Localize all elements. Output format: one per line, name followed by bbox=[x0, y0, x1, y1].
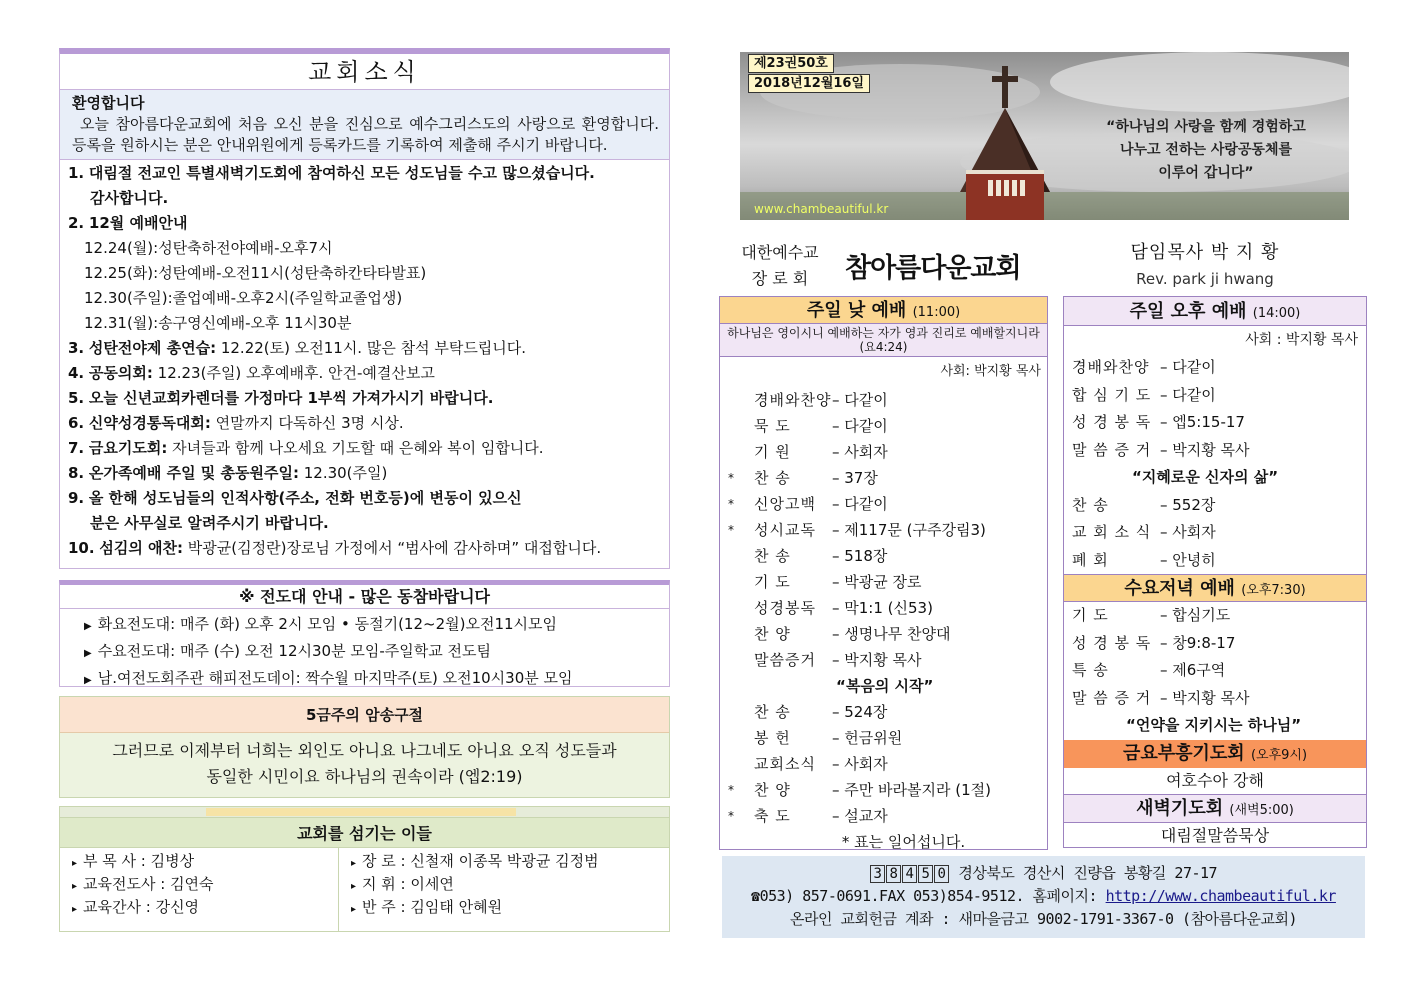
news-item-number: 9. bbox=[68, 489, 85, 507]
server-entry: ▸ 부 목 사 : 김병상 bbox=[72, 852, 195, 870]
order-value: – 518장 bbox=[832, 547, 888, 565]
order-row bbox=[1072, 685, 1366, 713]
order-row bbox=[728, 777, 1047, 803]
standing-mark: * bbox=[728, 497, 734, 511]
sunday-service-title: 주일 낮 예배 (11:00) bbox=[720, 297, 1047, 324]
afternoon-order-list bbox=[1064, 354, 1366, 464]
news-item bbox=[68, 261, 661, 286]
sunday-order-list bbox=[720, 387, 1047, 673]
memory-verse-line: 그러므로 이제부터 너희는 외인도 아니요 나그네도 아니요 오직 성도들과 bbox=[112, 741, 617, 760]
server-entry: ▸ 장 로 : 신철재 이종목 박광균 김정범 bbox=[351, 852, 599, 870]
order-value: – 엡5:15-17 bbox=[1160, 413, 1245, 431]
news-item-number: 3. bbox=[68, 339, 85, 357]
news-item-text: 12.22(토) 오전11시. 많은 참석 부탁드립니다. bbox=[216, 339, 527, 357]
triangle-bullet-icon: ▸ bbox=[72, 858, 78, 869]
welcome-text: 오늘 참아름다운교회에 처음 오신 분을 진심으로 예수그리스도의 사랑으로 환영합니다. 등록을 원하시는 분은 안내위원에게 등록카드를 기록하여 제출해 주시기 바랍니다. bbox=[72, 115, 659, 154]
news-item bbox=[68, 311, 661, 336]
news-item-heading: 분은 사무실로 알려주시기 바랍니다. bbox=[90, 514, 329, 532]
banner-image bbox=[740, 52, 1349, 220]
order-label: 말 씀 증 거 bbox=[1072, 688, 1152, 707]
afternoon-service-title: 주일 오후 예배 (14:00) bbox=[1064, 297, 1366, 326]
issue-number: 제23권50호 bbox=[748, 54, 834, 73]
standing-mark bbox=[728, 751, 754, 777]
standing-mark bbox=[728, 699, 754, 725]
order-value: – 설교자 bbox=[832, 807, 888, 825]
standing-mark: * bbox=[728, 783, 734, 797]
order-label: 기 도 bbox=[1072, 606, 1109, 624]
news-item-heading: 감사합니다. bbox=[90, 189, 169, 207]
order-row bbox=[1072, 519, 1366, 547]
zip-digit: 0 bbox=[934, 865, 949, 883]
order-value: – 박광균 장로 bbox=[832, 573, 922, 591]
zip-digit: 3 bbox=[870, 865, 885, 883]
banner-website: www.chambeautiful.kr bbox=[754, 202, 889, 216]
order-row bbox=[728, 387, 1047, 413]
offering-account: 온라인 교회헌금 계좌 : 새마을금고 9002-1791-3367-0 (참아름다운교회) bbox=[789, 910, 1298, 928]
news-item-text: 12.31(월):송구영신예배-오후 11시30분 bbox=[84, 314, 352, 332]
order-row bbox=[1072, 409, 1366, 437]
order-label: 성 경 봉 독 bbox=[1072, 633, 1152, 652]
order-value: – 552장 bbox=[1160, 495, 1216, 514]
news-item bbox=[68, 186, 661, 211]
order-row bbox=[728, 413, 1047, 439]
decorative-bar bbox=[60, 807, 669, 817]
welcome-box bbox=[60, 90, 669, 160]
order-label: 교회소식 bbox=[754, 755, 816, 773]
standing-mark bbox=[728, 543, 754, 569]
order-label: 말 씀 증 거 bbox=[1072, 440, 1152, 459]
order-row bbox=[1072, 492, 1366, 520]
triangle-bullet-icon: ▸ bbox=[351, 881, 357, 892]
standing-mark bbox=[728, 413, 754, 439]
order-label: 기 도 bbox=[754, 573, 791, 591]
news-item-heading: 대림절 전교인 특별새벽기도회에 참여하신 모든 성도님들 수고 많으셨습니다. bbox=[88, 164, 595, 182]
news-item bbox=[68, 536, 661, 561]
order-row bbox=[728, 491, 1047, 517]
order-label: 경배와찬양 bbox=[1072, 358, 1150, 376]
evangelism-item: ▶ 수요전도대: 매주 (수) 오전 12시30분 모임-주일학교 전도팀 bbox=[84, 642, 491, 660]
order-value: – 다같이 bbox=[832, 495, 888, 513]
news-item-number: 1. bbox=[68, 164, 85, 182]
order-value: – 주만 바라볼지라 (1절) bbox=[832, 781, 991, 799]
standing-mark bbox=[728, 387, 754, 413]
order-label: 찬 양 bbox=[754, 625, 791, 643]
order-row bbox=[728, 647, 1047, 673]
server-entry: ▸ 지 휘 : 이세연 bbox=[351, 875, 454, 893]
news-item-number: 8. bbox=[68, 464, 85, 482]
order-value: – 다같이 bbox=[832, 391, 888, 409]
standing-mark: * bbox=[728, 523, 734, 537]
order-value: – 합심기도 bbox=[1160, 606, 1231, 624]
order-value: – 다같이 bbox=[1160, 385, 1216, 404]
news-item-text: 12.30(주일) bbox=[298, 464, 388, 482]
order-row bbox=[728, 699, 1047, 725]
order-label: 합 심 기 도 bbox=[1072, 385, 1152, 404]
order-value: – 사회자 bbox=[832, 755, 888, 773]
evangelism-item: ▶ 남.여전도회주관 해피전도데이: 짝수월 마지막주(토) 오전10시30분 모임 bbox=[84, 669, 573, 687]
news-item-text: 12.30(주일):졸업예배-오후2시(주일학교졸업생) bbox=[84, 289, 403, 307]
memory-verse-line: 동일한 시민이요 하나님의 권속이라 (엡2:19) bbox=[206, 767, 523, 786]
order-value: – 안녕히 bbox=[1160, 550, 1216, 569]
memory-verse-title: 5금주의 암송구절 bbox=[60, 697, 669, 733]
zip-digit: 8 bbox=[886, 865, 901, 883]
sunday-order-list bbox=[720, 699, 1047, 829]
order-value: – 다같이 bbox=[832, 417, 888, 435]
standing-mark bbox=[728, 621, 754, 647]
server-entry: ▸ 반 주 : 김임태 안혜원 bbox=[351, 898, 503, 916]
church-news-section bbox=[59, 48, 670, 569]
standing-mark bbox=[728, 595, 754, 621]
news-item-text: 12.24(월):성탄축하전야예배-오후7시 bbox=[84, 239, 333, 257]
order-row bbox=[1072, 630, 1366, 658]
order-value: – 창9:8-17 bbox=[1160, 633, 1236, 652]
order-label: 기 원 bbox=[754, 443, 791, 461]
zip-digit: 5 bbox=[918, 865, 933, 883]
order-row bbox=[1072, 547, 1366, 575]
friday-prayer-topic: 여호수아 강해 bbox=[1064, 768, 1366, 795]
news-list bbox=[60, 160, 669, 561]
order-label: 봉 헌 bbox=[754, 729, 791, 747]
news-item bbox=[68, 436, 661, 461]
standing-mark: * bbox=[728, 809, 734, 823]
news-item-heading: 12월 예배안내 bbox=[88, 214, 188, 232]
news-item-heading: 올 한해 성도님들의 인적사항(주소, 전화 번호등)에 변동이 있으신 bbox=[88, 489, 522, 507]
afternoon-service-panel bbox=[1063, 296, 1367, 848]
order-row bbox=[728, 725, 1047, 751]
news-item bbox=[68, 336, 661, 361]
evangelism-item: ▶ 화요전도대: 매주 (화) 오후 2시 모임 • 동절기(12~2월)오전11시모임 bbox=[84, 615, 558, 633]
news-item bbox=[68, 286, 661, 311]
triangle-bullet-icon: ▶ bbox=[84, 621, 92, 632]
motto-quote: “하나님의 사랑을 함께 경험하고 나누고 전하는 사랑공동체를 이루어 갑니다” bbox=[1106, 119, 1306, 181]
sunday-verse: 하나님은 영이시니 예배하는 자가 영과 진리로 예배할지니라(요4:24) bbox=[720, 324, 1047, 357]
order-value: – 37장 bbox=[832, 469, 878, 487]
order-row bbox=[728, 569, 1047, 595]
news-item-heading: 섬김의 애찬: bbox=[99, 539, 184, 557]
server-entry: ▸ 교육간사 : 강신영 bbox=[72, 898, 200, 916]
news-item-number: 6. bbox=[68, 414, 85, 432]
church-servers-title: 교회를 섬기는 이들 bbox=[60, 817, 669, 848]
news-item-heading: 성탄전야제 총연습: bbox=[88, 339, 217, 357]
evangelism-title: ※ 전도대 안내 - 많은 동참바랍니다 bbox=[60, 585, 669, 609]
friday-prayer-title: 금요부흥기도회 (오후9시) bbox=[1064, 740, 1366, 768]
order-label: 특 송 bbox=[1072, 661, 1109, 679]
news-item bbox=[68, 236, 661, 261]
denomination: 대한예수교 장 로 회 bbox=[741, 243, 819, 288]
news-item-heading: 금요기도회: bbox=[88, 439, 168, 457]
afternoon-sermon-title: “지혜로운 신자의 삶” bbox=[1132, 468, 1279, 486]
church-servers-section bbox=[59, 806, 670, 932]
order-label: 찬 송 bbox=[754, 547, 791, 565]
news-item-number: 4. bbox=[68, 364, 85, 382]
order-row bbox=[728, 543, 1047, 569]
wednesday-order-list bbox=[1064, 602, 1366, 712]
memory-verse-text bbox=[60, 733, 669, 797]
welcome-heading: 환영합니다 bbox=[72, 94, 145, 112]
news-item-text: 연말까지 다독하신 3명 시상. bbox=[210, 414, 404, 432]
standing-note: * 표는 일어섭니다. bbox=[841, 833, 966, 851]
standing-mark bbox=[728, 725, 754, 751]
triangle-bullet-icon: ▸ bbox=[351, 858, 357, 869]
address-line: 3 8 4 5 0 경상북도 경산시 진량읍 봉황길 27-17 bbox=[722, 862, 1365, 885]
order-value: – 박지황 목사 bbox=[832, 651, 922, 669]
order-value: – 제6구역 bbox=[1160, 661, 1226, 679]
order-label: 성시교독 bbox=[754, 521, 816, 539]
news-item-number: 7. bbox=[68, 439, 85, 457]
order-value: – 다같이 bbox=[1160, 358, 1216, 376]
dawn-prayer-topic: 대림절말씀묵상 bbox=[1160, 825, 1270, 845]
order-label: 교 회 소 식 bbox=[1072, 523, 1152, 541]
senior-pastor: 담임목사 박 지 황 Rev. park ji hwang bbox=[1130, 242, 1280, 288]
triangle-bullet-icon: ▸ bbox=[72, 904, 78, 915]
order-value: – 사회자 bbox=[832, 443, 888, 461]
order-label: 찬 송 bbox=[754, 703, 791, 721]
order-row bbox=[728, 751, 1047, 777]
order-label: 묵 도 bbox=[754, 417, 791, 435]
news-item bbox=[68, 461, 661, 486]
standing-mark bbox=[728, 647, 754, 673]
order-value: – 막1:1 (신53) bbox=[832, 599, 933, 617]
church-name: 참아름다운교회 bbox=[845, 253, 1021, 284]
afternoon-presider: 사회 : 박지황 목사 bbox=[1245, 332, 1358, 348]
server-entry: ▸ 교육전도사 : 김연숙 bbox=[72, 875, 214, 893]
order-row bbox=[728, 595, 1047, 621]
order-value: – 박지황 목사 bbox=[1160, 440, 1250, 459]
order-row bbox=[728, 621, 1047, 647]
news-item-text: 자녀들과 함께 나오세요 기도할 때 은혜와 복이 임합니다. bbox=[167, 439, 544, 457]
order-label: 찬 양 bbox=[754, 781, 791, 799]
news-item bbox=[68, 386, 661, 411]
order-label: 폐 회 bbox=[1072, 550, 1109, 569]
sunday-presider: 사회: 박지황 목사 bbox=[940, 364, 1041, 379]
wednesday-service-title: 수요저녁 예배 (오후7:30) bbox=[1064, 574, 1366, 602]
order-label: 경배와찬양 bbox=[754, 391, 832, 409]
zip-digit: 4 bbox=[902, 865, 917, 883]
news-item-heading: 온가족예배 주일 및 총동원주일: bbox=[88, 464, 299, 482]
order-row bbox=[728, 517, 1047, 543]
news-item-number: 10. bbox=[68, 539, 95, 557]
sunday-sermon-title: “복음의 시작” bbox=[836, 677, 934, 695]
church-news-title: 교회소식 bbox=[60, 54, 669, 90]
order-value: – 제117문 (구주강림3) bbox=[832, 521, 986, 539]
afternoon-order-list bbox=[1064, 492, 1366, 575]
news-item bbox=[68, 411, 661, 436]
news-item-heading: 공동의회: bbox=[88, 364, 153, 382]
order-row bbox=[728, 465, 1047, 491]
order-value: – 사회자 bbox=[1160, 523, 1216, 541]
memory-verse-section bbox=[59, 696, 670, 798]
dawn-prayer-title: 새벽기도회 (새벽5:00) bbox=[1064, 795, 1366, 823]
news-item-number: 5. bbox=[68, 389, 85, 407]
news-item-text: 12.23(주일) 오후예배후. 안건-예결산보고 bbox=[152, 364, 435, 382]
order-label: 성경봉독 bbox=[754, 599, 816, 617]
wednesday-sermon-title: “언약을 지키시는 하나님” bbox=[1126, 716, 1302, 734]
order-row bbox=[1072, 657, 1366, 685]
order-label: 성 경 봉 독 bbox=[1072, 413, 1152, 431]
order-row bbox=[1072, 354, 1366, 382]
order-row bbox=[1072, 602, 1366, 630]
news-item bbox=[68, 211, 661, 236]
sunday-morning-service bbox=[719, 296, 1048, 850]
order-value: – 박지황 목사 bbox=[1160, 688, 1250, 707]
issue-date: 2018년12월16일 bbox=[748, 74, 870, 93]
standing-mark: * bbox=[728, 471, 734, 485]
triangle-bullet-icon: ▸ bbox=[351, 904, 357, 915]
news-item bbox=[68, 361, 661, 386]
order-label: 말씀증거 bbox=[754, 651, 816, 669]
homepage-link[interactable]: http://www.chambeautiful.kr bbox=[1105, 887, 1336, 905]
news-item-text: 12.25(화):성탄예배-오전11시(성탄축하칸타타발표) bbox=[84, 264, 427, 282]
evangelism-section bbox=[59, 580, 670, 687]
news-item bbox=[68, 161, 661, 186]
news-item-heading: 오늘 신년교회카렌더를 가정마다 1부씩 가져가시기 바랍니다. bbox=[88, 389, 494, 407]
triangle-bullet-icon: ▸ bbox=[72, 881, 78, 892]
news-item bbox=[68, 511, 661, 536]
contact-footer bbox=[722, 856, 1365, 938]
order-label: 찬 송 bbox=[754, 469, 791, 487]
order-value: – 헌금위원 bbox=[832, 729, 903, 747]
order-value: – 524장 bbox=[832, 703, 888, 721]
news-item bbox=[68, 486, 661, 511]
news-item-heading: 신약성경통독대회: bbox=[88, 414, 211, 432]
order-row bbox=[728, 439, 1047, 465]
triangle-bullet-icon: ▶ bbox=[84, 648, 92, 659]
news-item-text: 박광균(김정란)장로님 가정에서 “범사에 감사하며” 대접합니다. bbox=[183, 539, 602, 557]
order-row bbox=[1072, 382, 1366, 410]
order-label: 신앙고백 bbox=[754, 495, 816, 513]
triangle-bullet-icon: ▶ bbox=[84, 675, 92, 686]
order-row bbox=[1072, 437, 1366, 465]
standing-mark bbox=[728, 439, 754, 465]
order-label: 찬 송 bbox=[1072, 495, 1109, 514]
postal-code bbox=[870, 864, 950, 882]
order-value: – 생명나무 찬양대 bbox=[832, 625, 951, 643]
order-row bbox=[728, 803, 1047, 829]
order-label: 축 도 bbox=[754, 807, 791, 825]
news-item-number: 2. bbox=[68, 214, 85, 232]
contact-line: ☎053) 857-0691.FAX 053)854-9512. 홈페이지: http://www.chambeautiful.kr bbox=[751, 887, 1336, 905]
standing-mark bbox=[728, 569, 754, 595]
